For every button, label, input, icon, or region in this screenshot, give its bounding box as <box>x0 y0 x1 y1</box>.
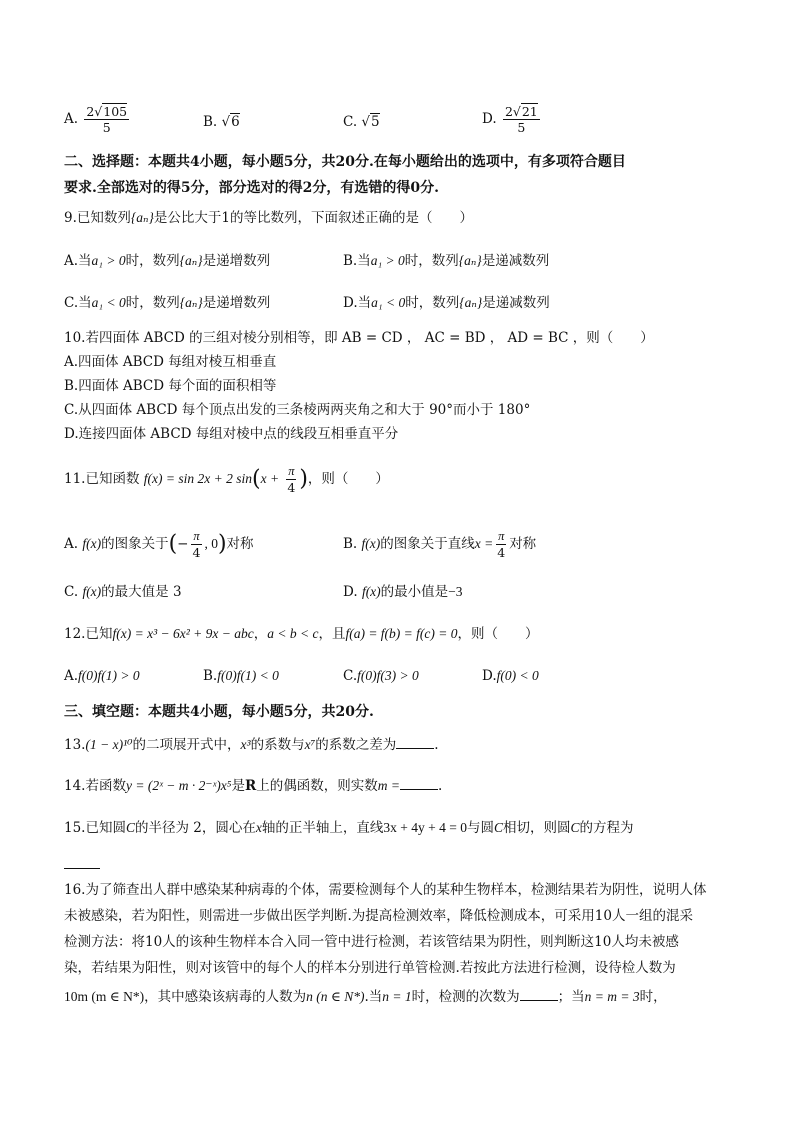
circle-symbol: C <box>493 820 503 835</box>
q11-option-d[interactable] <box>343 582 463 602</box>
stem-text: ；当 <box>557 989 585 1005</box>
function-symbol: f(x) <box>361 536 381 551</box>
q10-option-c[interactable]: C.从四面体 ABCD 每个顶点出发的三条棱两两夹角之和大于 90°而小于 180° <box>64 402 531 418</box>
sequence-symbol: {aₙ} <box>458 253 482 268</box>
denominator: 5 <box>102 120 111 135</box>
expr: 10m (m ∈ N*) <box>64 989 145 1004</box>
option-letter: C. <box>343 114 358 130</box>
stem-text: 的二项展开式中， <box>132 737 241 753</box>
answer-blank[interactable] <box>520 986 558 1001</box>
q12-option-d[interactable] <box>482 666 539 686</box>
q13 <box>64 734 734 755</box>
option-letter: B.当 <box>343 253 371 269</box>
option-text: 时，数列 <box>405 295 460 311</box>
stem-text: 的系数与 <box>250 737 305 753</box>
stem-text: 14.若函数 <box>64 778 126 794</box>
condition: a₁ > 0 <box>370 253 405 268</box>
q10-option-a[interactable]: A.四面体 ABCD 每组对棱互相垂直 <box>64 354 277 370</box>
minus-sign: − <box>177 536 189 552</box>
condition: a₁ < 0 <box>91 295 126 310</box>
q12-option-a[interactable] <box>64 666 140 686</box>
q16-line3: 检测方法：将10人的该种生物样本合入同一管中进行检测，若该管结果为阴性，则判断这10人均未被感 <box>64 934 679 950</box>
option-expr: f(0)f(1) < 0 <box>217 668 279 683</box>
stem-text: ，则（ ） <box>457 626 539 642</box>
stem-text: ， <box>253 626 268 642</box>
answer-blank[interactable] <box>396 734 434 749</box>
q11-stem <box>64 462 734 496</box>
q12-stem <box>64 624 734 644</box>
option-expr: f(0)f(1) > 0 <box>78 668 140 683</box>
axis-symbol: x <box>255 820 262 835</box>
coef: 2 <box>86 104 95 119</box>
paren-close: ) <box>217 531 227 557</box>
option-letter: B. <box>203 668 218 684</box>
q10-stem: 10.若四面体 ABCD 的三组对棱分别相等，即 AB = CD ， AC = BD ， AD = BC ，则（ ） <box>64 330 654 346</box>
condition: a < b < c <box>267 626 319 641</box>
option-text: 时，数列 <box>125 253 180 269</box>
q9-option-d[interactable] <box>343 293 550 313</box>
option-text: 对称 <box>509 536 537 552</box>
option-expr: f(0)f(3) > 0 <box>357 668 419 683</box>
option-letter: B. <box>343 536 358 552</box>
stem-text: 的系数之差为 <box>315 737 397 753</box>
paren-close: ) <box>299 466 308 492</box>
stem-text: 与圆 <box>466 820 494 836</box>
function-expr: f(x) = x³ − 6x² + 9x − abc <box>112 626 254 641</box>
denominator: 4 <box>287 480 296 495</box>
stem-text: .当 <box>364 989 383 1005</box>
option-text: 时，数列 <box>404 253 459 269</box>
q12-option-b[interactable] <box>203 666 279 686</box>
option-letter: D. <box>482 111 497 127</box>
option-letter: B. <box>203 114 218 130</box>
stem-text: ，则（ ） <box>307 471 389 487</box>
condition: a₁ < 0 <box>371 295 406 310</box>
variable: m = <box>377 778 400 793</box>
option-text: 对称 <box>226 536 254 552</box>
stem-text: 的半径为 2，圆心在 <box>135 820 256 836</box>
q16-line4: 染，若结果为阳性，则对该管中的每个人的样本分别进行单管检测.若按此方法进行检测，设待检人数为 <box>64 960 676 976</box>
stem-text: 是公比大于1的等比数列，下面叙述正确的是（ ） <box>153 210 474 226</box>
answer-blank[interactable] <box>64 854 100 869</box>
section2-title-line2: 要求.全部选对的得5分，部分选对的得2分，有选错的得0分. <box>64 180 439 196</box>
section2-title-line1: 二、选择题：本题共4小题，每小题5分，共20分.在每小题给出的选项中，有多项符合题目 <box>64 154 626 170</box>
option-text: 是递减数列 <box>481 253 550 269</box>
denominator: 4 <box>497 545 506 560</box>
option-text: 时，数列 <box>125 295 180 311</box>
point-tail: , 0 <box>204 536 218 551</box>
option-letter: D. <box>482 668 497 684</box>
q10-option-b[interactable]: B.四面体 ABCD 每个面的面积相等 <box>64 378 277 394</box>
equation: f(a) = f(b) = f(c) = 0 <box>345 626 458 641</box>
q11-option-c[interactable] <box>64 582 182 602</box>
option-text: 是递增数列 <box>202 253 271 269</box>
option-expr: f(0) < 0 <box>496 668 539 683</box>
stem-text: ，且 <box>318 626 346 642</box>
q8-option-a[interactable] <box>64 104 131 135</box>
sequence-symbol: {aₙ} <box>459 295 483 310</box>
q16-line1: 16.为了筛查出人群中感染某种病毒的个体，需要检测每个人的某种生物样本，检测结果若为阴性，说明人体 <box>64 882 707 898</box>
expr: n = m = 3 <box>584 989 640 1004</box>
denominator: 5 <box>517 120 526 135</box>
option-text: 的最小值是 <box>380 584 449 600</box>
stem-text: 9.已知数列 <box>64 210 131 226</box>
stem-text: 12.已知 <box>64 626 113 642</box>
radicand: 6 <box>231 114 240 130</box>
punct: . <box>434 737 439 753</box>
option-text: 是递增数列 <box>202 295 271 311</box>
option-letter: A. <box>64 111 79 127</box>
function-symbol: f(x) <box>82 536 102 551</box>
q16-line2: 未被感染，若为阳性，则需进一步做出医学判断.为提高检测效率，降低检测成本，可采用10人一组的混采 <box>64 908 693 924</box>
q11-option-a[interactable] <box>64 528 254 561</box>
stem-text: 的方程为 <box>579 820 634 836</box>
coef: 2 <box>504 104 513 119</box>
option-letter: D.当 <box>343 295 372 311</box>
q8-option-c[interactable]: C. √5 <box>343 114 380 130</box>
section3-title: 三、填空题：本题共4小题，每小题5分，共20分. <box>64 704 374 720</box>
sequence-symbol: {aₙ} <box>179 295 203 310</box>
q9-option-a[interactable] <box>64 251 270 271</box>
q9-option-c[interactable] <box>64 293 270 313</box>
q15-answer-blank[interactable] <box>64 854 100 873</box>
option-letter: A. <box>64 668 79 684</box>
term: x⁷ <box>304 737 316 752</box>
stem-text: 是 <box>231 778 245 794</box>
fraction: $\frac{2√21}{5}$ <box>504 104 538 135</box>
fraction <box>285 464 297 495</box>
function-expr: f(x) = sin 2x + 2 sin <box>143 471 252 486</box>
numerator: π <box>288 464 295 478</box>
answer-blank[interactable] <box>400 775 438 790</box>
term: x³ <box>240 737 251 752</box>
stem-text: ，其中感染该病毒的人数为 <box>144 989 307 1005</box>
value: −3 <box>448 584 463 599</box>
q12-option-c[interactable] <box>343 666 419 686</box>
q9-option-b[interactable] <box>343 251 549 271</box>
option-letter: A.当 <box>64 253 92 269</box>
function-symbol: f(x) <box>361 584 381 599</box>
expr: n = 1 <box>382 989 412 1004</box>
fraction: $\frac{2√105}{5}$ <box>86 104 128 135</box>
stem-text: 时， <box>639 989 667 1005</box>
stem-text: 时，检测的次数为 <box>411 989 520 1005</box>
option-text: 的图象关于直线 <box>380 536 475 552</box>
q16-line5 <box>64 986 734 1007</box>
line-expr: x = <box>474 536 494 551</box>
stem-text: 11.已知函数 <box>64 471 140 487</box>
q8-option-d[interactable] <box>482 104 542 135</box>
q9-stem <box>64 208 734 228</box>
question-number: 13. <box>64 737 86 753</box>
q10-option-d[interactable]: D.连接四面体 ABCD 每组对棱中点的线段互相垂直平分 <box>64 426 399 442</box>
numerator: π <box>498 529 505 543</box>
line-equation: 3x + 4y + 4 = 0 <box>383 820 467 835</box>
q14 <box>64 775 734 796</box>
option-letter: C. <box>343 668 358 684</box>
binomial-expr: (1 − x)¹⁰ <box>85 737 133 752</box>
denominator: 4 <box>192 545 201 560</box>
stem-text: 相切，则圆 <box>503 820 571 836</box>
stem-text: 15.已知圆 <box>64 820 126 836</box>
stem-text: 上的偶函数，则实数 <box>256 778 378 794</box>
set-symbol: R <box>245 778 257 794</box>
option-text: 的最大值是 3 <box>101 584 182 600</box>
circle-symbol: C <box>125 820 135 835</box>
radicand: 5 <box>371 114 380 130</box>
option-text: 的图象关于 <box>101 536 169 552</box>
paren-open: ( <box>168 531 178 557</box>
radicand: 105 <box>103 104 128 119</box>
option-letter: C. <box>64 584 79 600</box>
radicand: 21 <box>521 104 538 119</box>
numerator: π <box>193 529 200 543</box>
stem-text: 轴的正半轴上，直线 <box>261 820 384 836</box>
paren-open: ( <box>252 466 261 492</box>
function-expr: y = (2ˣ − m · 2⁻ˣ)x⁵ <box>125 778 232 793</box>
sequence-symbol: {aₙ} <box>179 253 203 268</box>
inner-expr: x + <box>260 471 280 486</box>
sequence-symbol: {aₙ} <box>130 210 154 225</box>
circle-symbol: C <box>570 820 580 835</box>
function-symbol: f(x) <box>82 584 102 599</box>
option-text: 是递减数列 <box>482 295 550 311</box>
q8-option-b[interactable]: B. √6 <box>203 114 240 130</box>
punct: . <box>437 778 443 794</box>
fraction <box>190 529 202 560</box>
option-letter: A. <box>64 536 79 552</box>
q15 <box>64 818 734 838</box>
fraction <box>495 529 507 560</box>
option-letter: D. <box>343 584 358 600</box>
q11-option-b[interactable] <box>343 528 536 560</box>
expr: n (n ∈ N*) <box>306 989 365 1004</box>
condition: a₁ > 0 <box>91 253 126 268</box>
option-letter: C.当 <box>64 295 92 311</box>
